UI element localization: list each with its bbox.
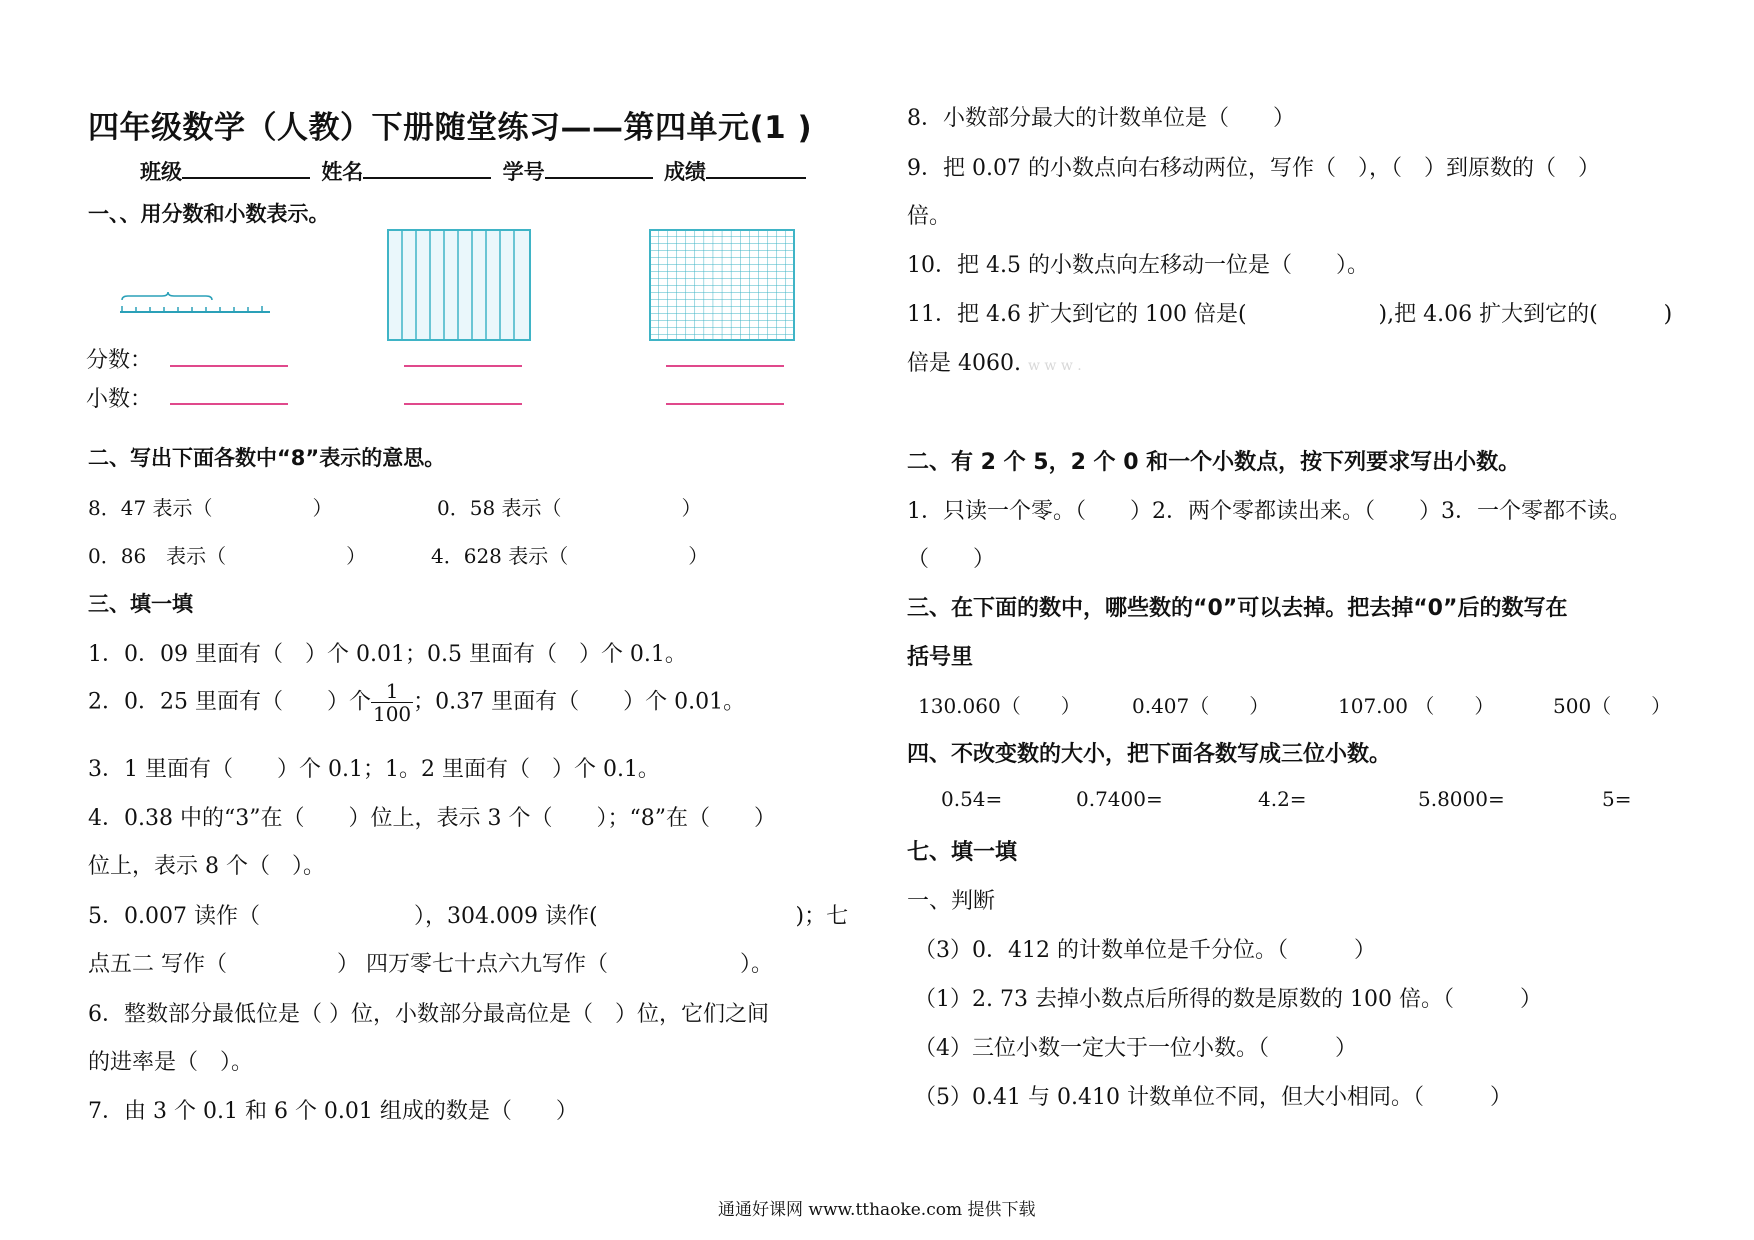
right-section3-heading-line1: 三、在下面的数中，哪些数的“0”可以去掉。把去掉“0”后的数写在 bbox=[907, 596, 1568, 621]
grid-square-figure bbox=[649, 229, 795, 341]
fraction-label: 分数： bbox=[86, 348, 153, 373]
score-field[interactable] bbox=[706, 159, 806, 179]
meaning-item: 0．58 表示（ ） bbox=[437, 496, 702, 520]
answer-line[interactable] bbox=[666, 403, 784, 405]
section2-heading: 二、写出下面各数中“8”表示的意思。 bbox=[88, 446, 446, 470]
class-label: 班级 bbox=[140, 160, 182, 184]
question-1: 1．0．09 里面有（ ）个 0.01；0.5 里面有（ ）个 0.1。 bbox=[88, 642, 687, 667]
fraction-one-hundredth bbox=[371, 680, 413, 725]
page-footer: 通通好课网 www.tthaoke.com 提供下载 bbox=[718, 1200, 1036, 1220]
question-4-line2: 位上，表示 8 个（ ）。 bbox=[88, 854, 325, 879]
question-3: 3．1 里面有（ ）个 0.1；1。2 里面有（ ）个 0.1。 bbox=[88, 757, 660, 782]
three-decimal-item: 0.54= bbox=[941, 787, 1003, 811]
question-10: 10．把 4.5 的小数点向左移动一位是（ ）。 bbox=[907, 253, 1369, 278]
number-field[interactable] bbox=[545, 159, 653, 179]
zero-removal-item: 107.00 （ ） bbox=[1338, 694, 1495, 718]
question-9-line1: 9．把 0.07 的小数点向右移动两位，写作（ ），（ ）到原数的（ ） bbox=[907, 156, 1600, 181]
answer-line[interactable] bbox=[666, 365, 784, 367]
fraction-denominator: 100 bbox=[372, 702, 412, 726]
question-5-line2: 点五二 写作（ ） 四万零七十点六九写作（ ）。 bbox=[88, 952, 773, 977]
meaning-item: 0．86 表示（ ） bbox=[88, 544, 367, 568]
question-11-text: 倍是 4060. bbox=[907, 351, 1021, 376]
zero-removal-item: 500（ ） bbox=[1553, 694, 1672, 718]
question-2-text-a: 2．0．25 里面有（ ）个 bbox=[88, 689, 371, 715]
question-11-line1: 11．把 4.6 扩大到它的 100 倍是( ),把 4.06 扩大到它的( ) bbox=[907, 302, 1673, 327]
watermark-text: w w w . bbox=[1027, 358, 1082, 374]
name-field[interactable] bbox=[363, 159, 491, 179]
number-label: 学号 bbox=[502, 160, 545, 184]
three-decimal-item: 5.8000= bbox=[1418, 787, 1505, 811]
judge-item: （4）三位小数一定大于一位小数。（ ） bbox=[914, 1036, 1357, 1061]
question-9-line2: 倍。 bbox=[907, 204, 952, 229]
decimal-label: 小数： bbox=[86, 387, 153, 412]
name-label: 姓名 bbox=[321, 160, 364, 184]
student-info-row bbox=[140, 156, 810, 186]
question-2 bbox=[88, 680, 745, 725]
ruler-figure bbox=[118, 290, 278, 320]
answer-line[interactable] bbox=[404, 365, 522, 367]
answer-line[interactable] bbox=[170, 365, 288, 367]
judge-subheading: 一、判断 bbox=[907, 889, 996, 914]
section3-heading: 三、填一填 bbox=[88, 592, 193, 616]
right-section3-heading-line2: 括号里 bbox=[907, 645, 974, 670]
question-5-line1: 5．0.007 读作（ ），304.009 读作( )；七 bbox=[88, 904, 849, 929]
section1-heading: 一、、用分数和小数表示。 bbox=[88, 202, 330, 226]
three-decimal-item: 4.2= bbox=[1258, 787, 1307, 811]
question-6-line2: 的进率是（ ）。 bbox=[88, 1050, 254, 1075]
question-11-line2 bbox=[907, 346, 1082, 377]
judge-item: （3）0．412 的计数单位是千分位。（ ） bbox=[914, 938, 1376, 963]
right-section2-line1: 1．只读一个零。（ ）2．两个零都读出来。（ ）3．一个零都不读。 bbox=[907, 499, 1631, 524]
answer-line[interactable] bbox=[404, 403, 522, 405]
judge-item: （5）0.41 与 0.410 计数单位不同，但大小相同。（ ） bbox=[914, 1085, 1512, 1110]
right-section2-line2: （ ） bbox=[907, 547, 996, 572]
question-7: 7．由 3 个 0.1 和 6 个 0.01 组成的数是（ ） bbox=[88, 1099, 578, 1124]
meaning-item: 4．628 表示（ ） bbox=[431, 544, 709, 568]
question-4-line1: 4．0.38 中的“3”在（ ）位上，表示 3 个（ ）；“8”在（ ） bbox=[88, 806, 776, 831]
question-8: 8．小数部分最大的计数单位是（ ） bbox=[907, 106, 1295, 131]
judge-item: （1）2. 73 去掉小数点后所得的数是原数的 100 倍。（ ） bbox=[914, 987, 1542, 1012]
question-2-text-b: ；0.37 里面有（ ）个 0.01。 bbox=[413, 689, 746, 715]
right-section2-heading: 二、有 2 个 5，2 个 0 和一个小数点，按下列要求写出小数。 bbox=[907, 450, 1521, 475]
class-field[interactable] bbox=[182, 159, 310, 179]
right-section4-heading: 四、不改变数的大小，把下面各数写成三位小数。 bbox=[907, 742, 1392, 767]
question-6-line1: 6．整数部分最低位是（ ）位，小数部分最高位是（ ）位，它们之间 bbox=[88, 1002, 769, 1027]
page-title: 四年级数学（人教）下册随堂练习——第四单元(1 ) bbox=[88, 110, 813, 146]
three-decimal-item: 5= bbox=[1602, 787, 1632, 811]
score-label: 成绩 bbox=[663, 160, 706, 184]
zero-removal-item: 130.060（ ） bbox=[918, 694, 1081, 718]
striped-square-figure bbox=[387, 229, 531, 341]
zero-removal-item: 0.407（ ） bbox=[1132, 694, 1270, 718]
fraction-numerator: 1 bbox=[371, 680, 413, 703]
three-decimal-item: 0.7400= bbox=[1076, 787, 1163, 811]
answer-line[interactable] bbox=[170, 403, 288, 405]
right-section7-heading: 七、填一填 bbox=[907, 840, 1018, 865]
meaning-item: 8．47 表示（ ） bbox=[88, 496, 333, 520]
